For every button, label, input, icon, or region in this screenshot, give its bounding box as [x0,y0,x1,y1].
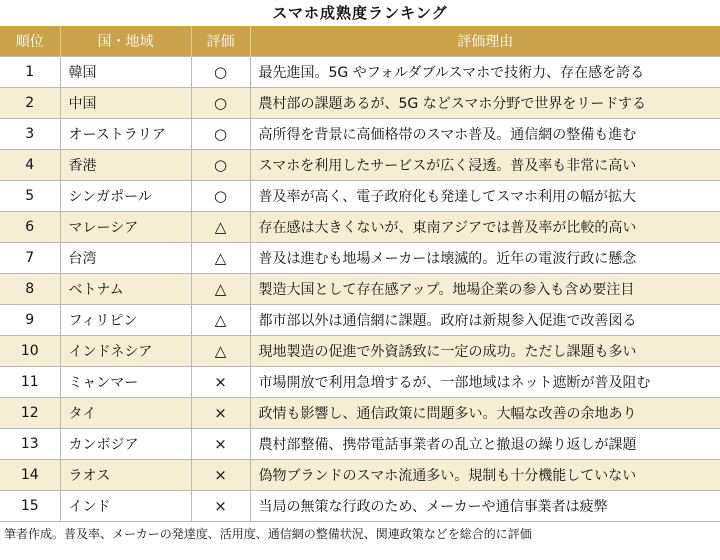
table-row [0,429,720,460]
rank-cell: 15 [0,491,60,522]
rank-cell: 11 [0,367,60,398]
evaluation-mark: △ [191,274,250,305]
table-body [0,57,720,522]
reason-cell: 最先進国。5G やフォルダブルスマホで技術力、存在感を誇る [250,57,720,88]
table-row [0,491,720,522]
rank-cell: 3 [0,119,60,150]
region-cell: 香港 [60,150,191,181]
evaluation-mark: × [191,491,250,522]
region-cell: カンボジア [60,429,191,460]
reason-cell: 高所得を背景に高価格帯のスマホ普及。通信網の整備も進む [250,119,720,150]
table-header [0,26,720,57]
reason-cell: 製造大国として存在感アップ。地場企業の参入も含め要注目 [250,274,720,305]
evaluation-mark: × [191,429,250,460]
region-cell: インドネシア [60,336,191,367]
rank-cell: 1 [0,57,60,88]
reason-cell: スマホを利用したサービスが広く浸透。普及率も非常に高い [250,150,720,181]
region-cell: タイ [60,398,191,429]
evaluation-mark: △ [191,212,250,243]
reason-cell: 普及は進むも地場メーカーは壊滅的。近年の電波行政に懸念 [250,243,720,274]
reason-cell: 都市部以外は通信網に課題。政府は新規参入促進で改善図る [250,305,720,336]
rank-cell: 5 [0,181,60,212]
evaluation-mark: △ [191,305,250,336]
evaluation-mark: ○ [191,88,250,119]
table-row [0,274,720,305]
table-row [0,243,720,274]
table-row [0,181,720,212]
reason-cell: 現地製造の促進で外資誘致に一定の成功。ただし課題も多い [250,336,720,367]
table-row [0,336,720,367]
region-cell: 韓国 [60,57,191,88]
rank-cell: 4 [0,150,60,181]
rank-cell: 13 [0,429,60,460]
rank-cell: 6 [0,212,60,243]
table-row [0,57,720,88]
region-cell: 台湾 [60,243,191,274]
reason-cell: 偽物ブランドのスマホ流通多い。規制も十分機能していない [250,460,720,491]
ranking-table [0,26,720,522]
rank-cell: 2 [0,88,60,119]
table-row [0,88,720,119]
table-row [0,460,720,491]
evaluation-mark: × [191,460,250,491]
table-row [0,398,720,429]
reason-cell: 当局の無策な行政のため、メーカーや通信事業者は疲弊 [250,491,720,522]
region-cell: オーストラリア [60,119,191,150]
rank-cell: 8 [0,274,60,305]
table-row [0,305,720,336]
evaluation-mark: × [191,398,250,429]
table-title: スマホ成熟度ランキング [272,4,448,22]
rank-cell: 12 [0,398,60,429]
reason-cell: 政情も影響し、通信政策に問題多い。大幅な改善の余地あり [250,398,720,429]
rank-cell: 14 [0,460,60,491]
reason-cell: 農村部の課題あるが、5G などスマホ分野で世界をリードする [250,88,720,119]
region-cell: インド [60,491,191,522]
evaluation-mark: △ [191,336,250,367]
evaluation-mark: ○ [191,150,250,181]
rank-cell: 9 [0,305,60,336]
footnote: 筆者作成。普及率、メーカーの発達度、活用度、通信網の整備状況、関連政策などを総合的に評価 [4,527,532,541]
region-cell: ラオス [60,460,191,491]
region-cell: ミャンマー [60,367,191,398]
region-cell: シンガポール [60,181,191,212]
table-row [0,212,720,243]
table-row [0,119,720,150]
header-region: 国・地域 [60,26,191,57]
reason-cell: 存在感は大きくないが、東南アジアでは普及率が比較的高い [250,212,720,243]
header-rank: 順位 [0,26,60,57]
reason-cell: 市場開放で利用急増するが、一部地域はネット遮断が普及阻む [250,367,720,398]
header-reason: 評価理由 [250,26,720,57]
evaluation-mark: ○ [191,181,250,212]
region-cell: 中国 [60,88,191,119]
region-cell: フィリピン [60,305,191,336]
evaluation-mark: ○ [191,119,250,150]
evaluation-mark: ○ [191,57,250,88]
header-eval: 評価 [191,26,250,57]
reason-cell: 農村部整備、携帯電話事業者の乱立と撤退の繰り返しが課題 [250,429,720,460]
evaluation-mark: △ [191,243,250,274]
table-row [0,150,720,181]
header-row [0,26,720,57]
region-cell: マレーシア [60,212,191,243]
rank-cell: 7 [0,243,60,274]
table-row [0,367,720,398]
evaluation-mark: × [191,367,250,398]
reason-cell: 普及率が高く、電子政府化も発達してスマホ利用の幅が拡大 [250,181,720,212]
region-cell: ベトナム [60,274,191,305]
rank-cell: 10 [0,336,60,367]
